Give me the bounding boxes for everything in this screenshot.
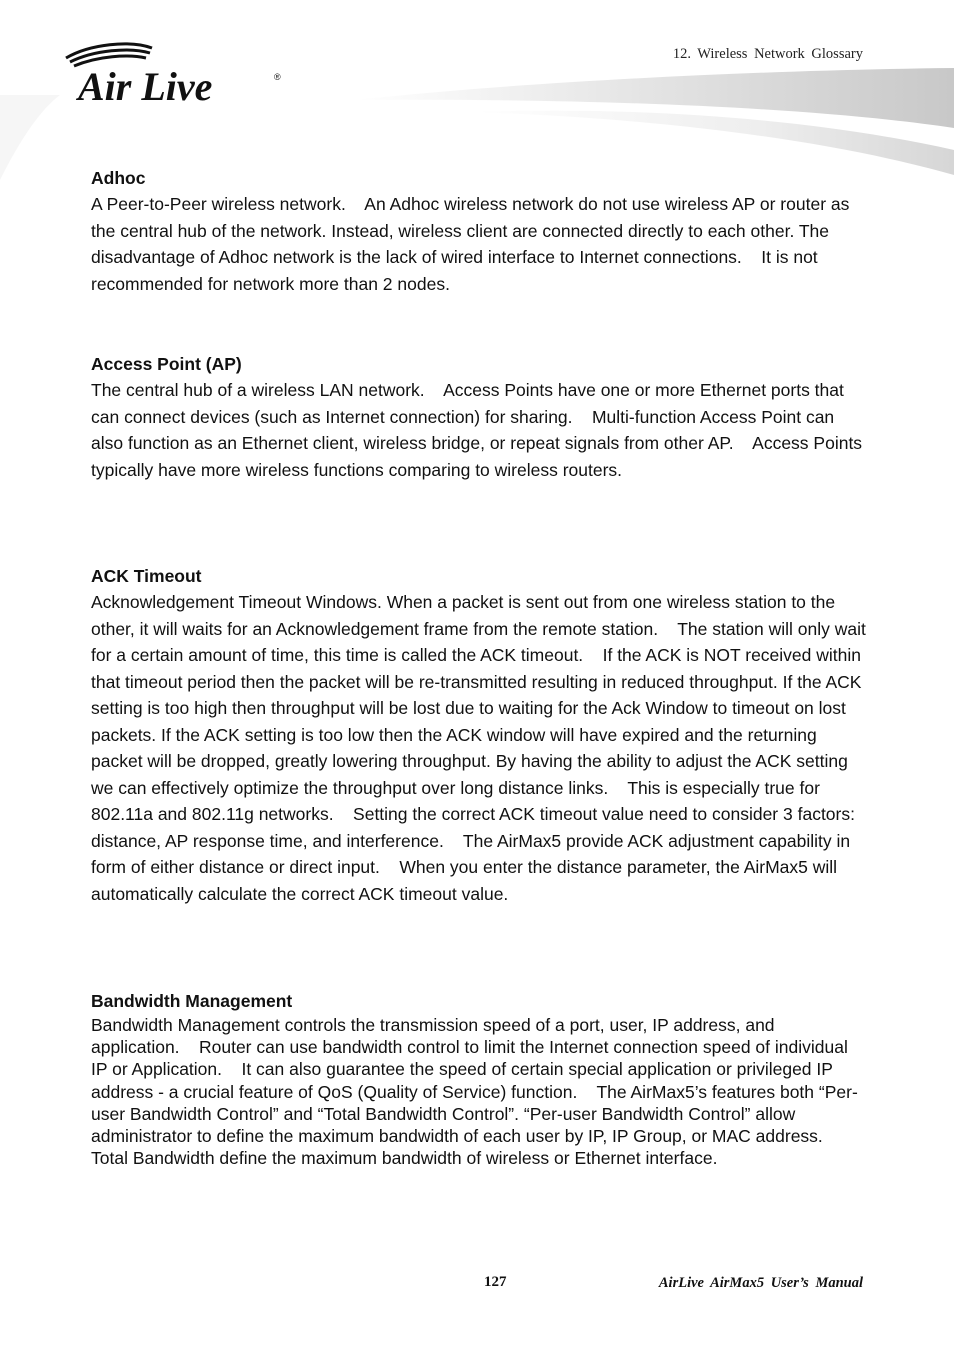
- glossary-entry-access-point: [91, 351, 866, 483]
- glossary-entry-bandwidth-management: [91, 988, 866, 1169]
- airlive-logo: [60, 40, 290, 106]
- glossary-entry-ack-timeout: [91, 563, 871, 907]
- svg-text:®: ®: [274, 72, 281, 82]
- entry-body: A Peer-to-Peer wireless network. An Adhoc wireless network do not use wireless AP or router as the central hub of the network. Instead, wireless client are connected directly to each other. The disadvantage of Adhoc network is the lack of wired interface to Internet connections. It is not recommended for network more than 2 nodes.: [91, 194, 855, 294]
- glossary-entry-adhoc: [91, 165, 866, 297]
- entry-body: Bandwidth Management controls the transmission speed of a port, user, IP address, and application. Router can use bandwidth control to limit the Internet connection speed of individual IP or Application. It can also guarantee the speed of certain special application or privileged IP address - a crucial feature of QoS (Quality of Service) function. The AirMax5’s features both “Per-user Bandwidth Control” and “Total Bandwidth Control”. “Per-user Bandwidth Control” allow administrator to define the maximum bandwidth of each user by IP, IP Group, or MAC address. Total Bandwidth define the maximum bandwidth of wireless or Ethernet interface.: [91, 1015, 858, 1169]
- entry-heading: Bandwidth Management: [91, 991, 293, 1011]
- page-number: 127: [484, 1274, 507, 1290]
- entry-heading: ACK Timeout: [91, 566, 202, 586]
- manual-title: AirLive AirMax5 User’s Manual: [658, 1275, 863, 1291]
- entry-body: The central hub of a wireless LAN network. Access Points have one or more Ethernet ports that can connect devices (such as Internet connection) for sharing. Multi-function Access Point can also function as an Ethernet client, wireless bridge, or repeat signals from other AP. Access Points typically have more wireless functions comparing to wireless routers.: [91, 380, 867, 480]
- chapter-title: 12. Wireless Network Glossary: [672, 46, 863, 62]
- entry-heading: Adhoc: [91, 168, 146, 188]
- entry-body: Acknowledgement Timeout Windows. When a packet is sent out from one wireless station to the other, it will waits for an Acknowledgement frame from the remote station. The station will only wait for a certain amount of time, this time is called the ACK timeout. If the ACK is NOT received within that timeout period then the packet will be re-transmitted resulting in reduced throughput. If the ACK setting is too high then throughput will be lost due to waiting for the Ack Window to timeout on lost packets. If the ACK setting is too low then the ACK window will have expired and the returning packet will be dropped, greatly lowering throughput. By having the ability to adjust the ACK setting we can effectively optimize the throughput over long distance links. This is especially true for 802.11a and 802.11g networks. Setting the correct ACK timeout value need to consider 3 factors: distance, AP response time, and interference. The AirMax5 provide ACK adjustment capability in form of either distance or direct input. When you enter the distance parameter, the AirMax5 will automatically calculate the correct ACK timeout value.: [91, 592, 871, 904]
- svg-text:Air Live: Air Live: [78, 64, 213, 106]
- entry-heading: Access Point (AP): [91, 354, 242, 374]
